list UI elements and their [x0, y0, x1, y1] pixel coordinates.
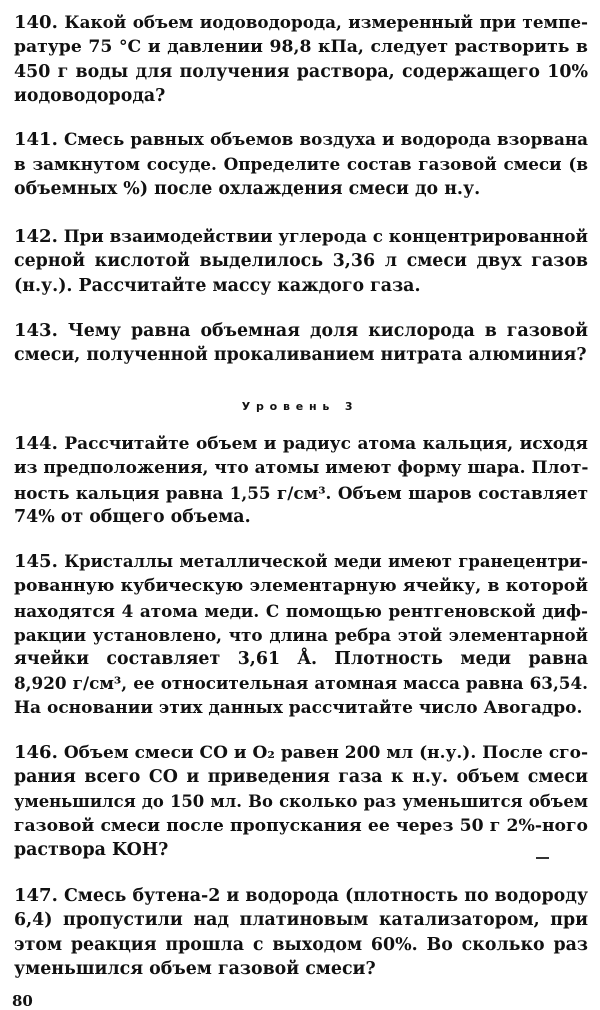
problem-142 [14, 224, 588, 298]
problem-line: ратуре 75 °С и давлении 98,8 кПа, следует растворить в [14, 37, 588, 58]
problem-line: На основании этих данных рассчитайте число Авогадро. [14, 697, 583, 718]
problem-line: 8,920 г/см³, ее относительная атомная масса равна 63,54. [14, 673, 588, 694]
problem-line: этом реакция прошла с выходом 60%. Во сколько раз [14, 934, 588, 955]
level-heading: Уровень 3 [241, 400, 359, 413]
problem-141 [14, 127, 588, 201]
problem-line: ракции установлено, что длина ребра этой элементарной [14, 624, 588, 645]
problem-line: 140. Какой объем иодоводорода, измеренный при темпе- [14, 12, 588, 33]
problem-line: ность кальция равна 1,55 г/см³. Объем шаров составляет [14, 482, 588, 503]
problem-line: 450 г воды для получения раствора, содержащего 10% [14, 61, 588, 82]
problem-140 [14, 10, 588, 108]
problem-line: раствора KOH? [14, 840, 169, 861]
problem-147 [14, 884, 588, 981]
problem-line: уменьшился объем газовой смеси? [14, 958, 376, 979]
problem-line: объемных %) после охлаждения смеси до н.у. [14, 178, 481, 199]
problem-line: 145. Кристаллы металлической меди имеют гранецентри- [14, 551, 588, 572]
problem-line: иодоводорода? [14, 85, 166, 106]
problem-line: серной кислотой выделилось 3,36 л смеси двух газов [14, 251, 588, 272]
problem-number: 143. [14, 320, 58, 341]
problem-line: 144. Рассчитайте объем и радиус атома кальция, исходя [14, 433, 588, 454]
problem-line: 147. Смесь бутена-2 и водорода (плотность по водороду [14, 885, 588, 906]
problem-line: 143. Чему равна объемная доля кислорода в газовой [14, 320, 588, 341]
problem-143 [14, 319, 588, 368]
problem-144 [14, 432, 588, 529]
problem-number: 146. [14, 742, 58, 763]
problem-line: рания всего CO и приведения газа к н.у. объем смеси [14, 767, 588, 788]
problem-number: 144. [14, 433, 58, 454]
problem-line: 6,4) пропустили над платиновым катализатором, при [14, 910, 588, 931]
problem-line: рованную кубическую элементарную ячейку, в которой [14, 576, 588, 597]
problem-line: 74% от общего объема. [14, 506, 251, 527]
problem-number: 147. [14, 885, 58, 906]
problem-number: 140. [14, 12, 58, 33]
problem-145 [14, 550, 588, 720]
problem-line: ячейки составляет 3,61 Å. Плотность меди равна [14, 649, 588, 670]
problem-number: 142. [14, 226, 58, 247]
problem-number: 145. [14, 551, 58, 572]
problem-line: из предположения, что атомы имеют форму шара. Плот- [14, 458, 589, 479]
problem-number: 141. [14, 129, 58, 150]
problem-146 [14, 741, 588, 862]
print-mark [536, 857, 549, 859]
problem-line: в замкнутом сосуде. Определите состав газовой смеси (в [14, 154, 588, 175]
problem-line: смеси, полученной прокаливанием нитрата алюминия? [14, 345, 587, 366]
problem-line: находятся 4 атома меди. С помощью рентгеновской диф- [14, 600, 588, 621]
page-number: 80 [12, 992, 33, 1010]
problem-line: 141. Смесь равных объемов воздуха и водорода взорвана [14, 129, 588, 150]
problem-line: (н.у.). Рассчитайте массу каждого газа. [14, 275, 421, 296]
problem-line: газовой смеси после пропускания ее через 50 г 2%-ного [14, 815, 588, 836]
problem-line: 142. При взаимодействии углерода с концентрированной [14, 226, 588, 247]
problem-line: уменьшился до 150 мл. Во сколько раз уменьшится объем [14, 791, 588, 811]
problem-line: 146. Объем смеси CO и O₂ равен 200 мл (н.у.). После сго- [14, 742, 588, 763]
